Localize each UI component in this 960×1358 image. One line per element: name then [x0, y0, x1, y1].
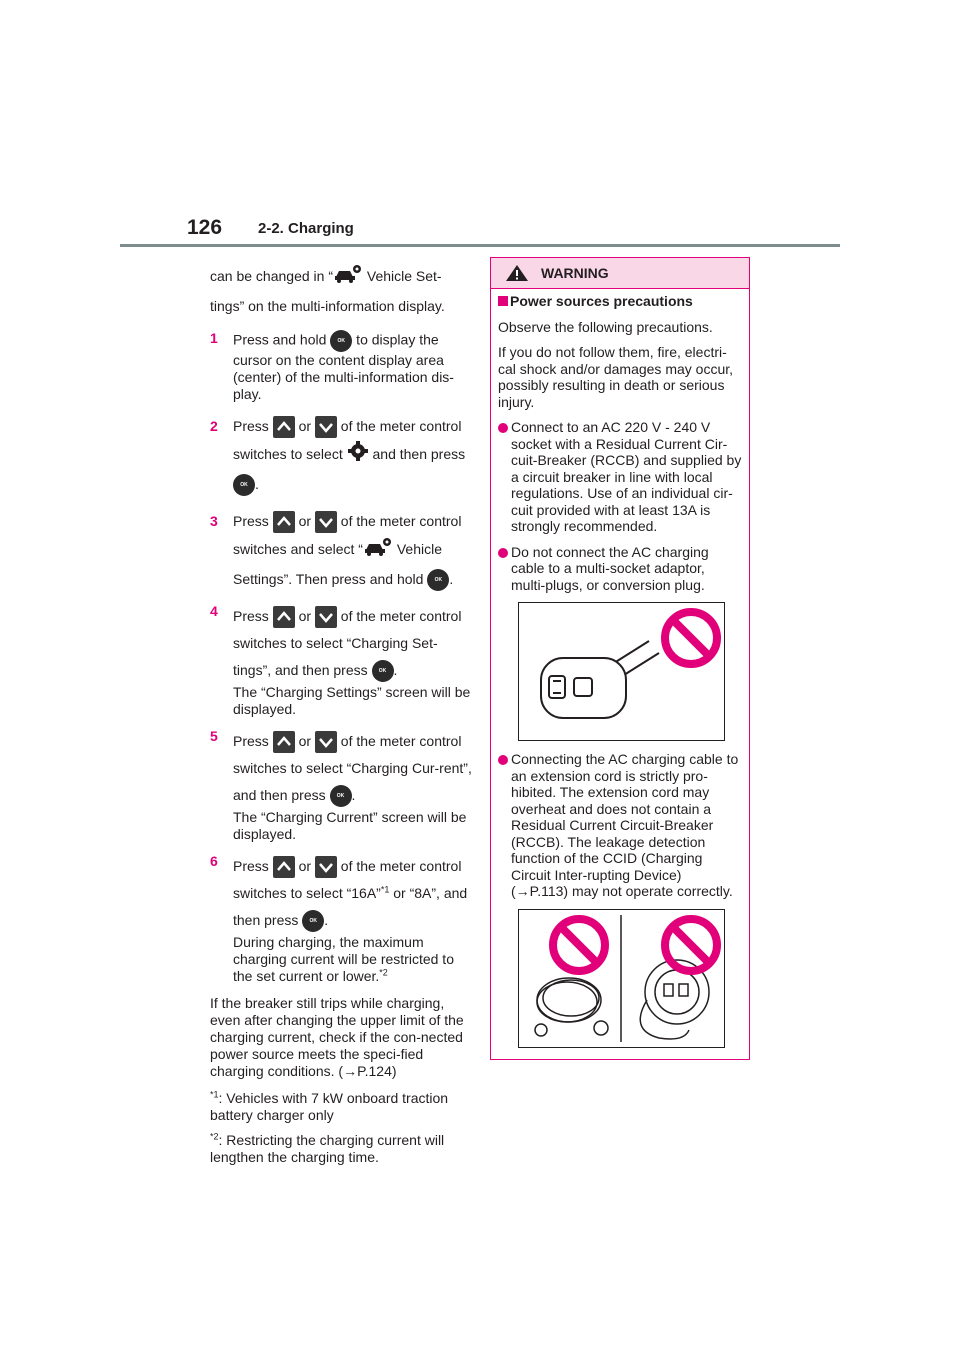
step-1: 1 Press and hold OK to display the cursor on the content display area (center) of the multi-information dis-play. [210, 330, 454, 402]
step-6: 6 Press or of the meter control switches to select “16A”$^{*1}$ or “8A”, and then press OK . During charging, the maximum charging current will be restricted to the set current or lower.$^{*2}$ [210, 853, 472, 985]
step-3: 3 Press or of the meter control switches and select “ Vehicle Settings”. Then press and hold OK . [210, 508, 472, 593]
instructions-column [210, 262, 472, 1174]
car-settings-icon [363, 535, 393, 566]
step-2: 2 Press or of the meter control switches to select and then press OK . [210, 413, 472, 498]
breaker-note: If the breaker still trips while charging, even after changing the upper limit of the charging current, check if the con-nected power source meets the speci-fied charging conditions. (→P.124) [210, 995, 464, 1079]
step-5: 5 Press or of the meter control switches to select “Charging Cur-rent”, and then press OK . The “Charging Current” screen will be displayed. [210, 728, 472, 842]
down-arrow-icon [315, 856, 337, 878]
ok-button-icon: OK [427, 569, 449, 591]
ok-button-icon: OK [330, 330, 352, 352]
warning-bullet-1: Connect to an AC 220 V - 240 V socket with a Residual Current Cir-cuit-Breaker (RCCB) and supplied by a circuit breaker in line with local regulations. Use of an individual cir-cuit provided with at least 13A is strongly recommended. [498, 419, 742, 535]
prohibited-icon [665, 612, 717, 664]
prohibited-icon-left [553, 919, 605, 971]
up-arrow-icon [273, 511, 295, 533]
warning-header [491, 258, 749, 289]
warning-body [491, 289, 749, 1048]
up-arrow-icon [273, 731, 295, 753]
extension-cord-prohibited-figure [518, 909, 725, 1048]
ok-button-icon: OK [330, 785, 352, 807]
page-number: 126 [187, 216, 223, 239]
up-arrow-icon [273, 606, 295, 628]
section-title: 2-2. Charging [258, 220, 354, 237]
warning-bullet-2: Do not connect the AC charging cable to a multi-socket adaptor, multi-plugs, or conversion plug. [498, 544, 742, 594]
down-arrow-icon [315, 731, 337, 753]
warning-heading: Power sources precautions [498, 293, 742, 310]
up-arrow-icon [273, 416, 295, 438]
step-4-result: The “Charging Settings” screen will be displayed. [233, 684, 471, 717]
warning-bullet-3: Connecting the AC charging cable to an extension cord is strictly pro-hibited. The extension cord may overheat and does not contain a Residual Current Circuit-Breaker (RCCB). The leakage detection function of the CCID (Charging Circuit Inter-rupting Device) (→P.113) may not operate correctly. [498, 751, 742, 900]
ok-button-icon: OK [233, 474, 255, 496]
warning-box [490, 257, 750, 1060]
car-settings-icon [333, 262, 363, 293]
ok-button-icon: OK [372, 660, 394, 682]
ok-button-icon: OK [302, 910, 324, 932]
footnote-1: $^{*1}$: Vehicles with 7 kW onboard traction battery charger only [210, 1089, 449, 1123]
down-arrow-icon [315, 511, 337, 533]
warning-label: WARNING [541, 265, 609, 281]
warning-triangle-icon [503, 264, 531, 287]
step-6-result: During charging, the maximum charging current will be restricted to the set current or lower.$^{*2}$ [233, 934, 454, 984]
step-5-result: The “Charging Current” screen will be displayed. [233, 809, 467, 842]
header-rule [120, 244, 840, 247]
step-4: 4 Press or of the meter control switches to select “Charging Set-tings”, and then press OK . The “Charging Settings” screen will be displayed. [210, 603, 471, 717]
adaptor-prohibited-figure [518, 602, 725, 741]
up-arrow-icon [273, 856, 295, 878]
gear-icon [347, 440, 369, 471]
down-arrow-icon [315, 606, 337, 628]
footnote-2: $^{*2}$: Restricting the charging current will lengthen the charging time. [210, 1131, 445, 1165]
extension-cord-illustration [535, 978, 608, 1036]
intro-paragraph: can be changed in “ Vehicle Set-tings” on the multi-information display. [210, 262, 472, 320]
page-header [0, 208, 960, 248]
down-arrow-icon [315, 416, 337, 438]
warning-paragraph-1: Observe the following precautions. [498, 318, 713, 335]
warning-paragraph-2: If you do not follow them, fire, electri-cal shock and/or damages may occur, possibly resulting in death or serious injury. [498, 344, 734, 410]
conversion-plug-illustration [541, 641, 659, 718]
